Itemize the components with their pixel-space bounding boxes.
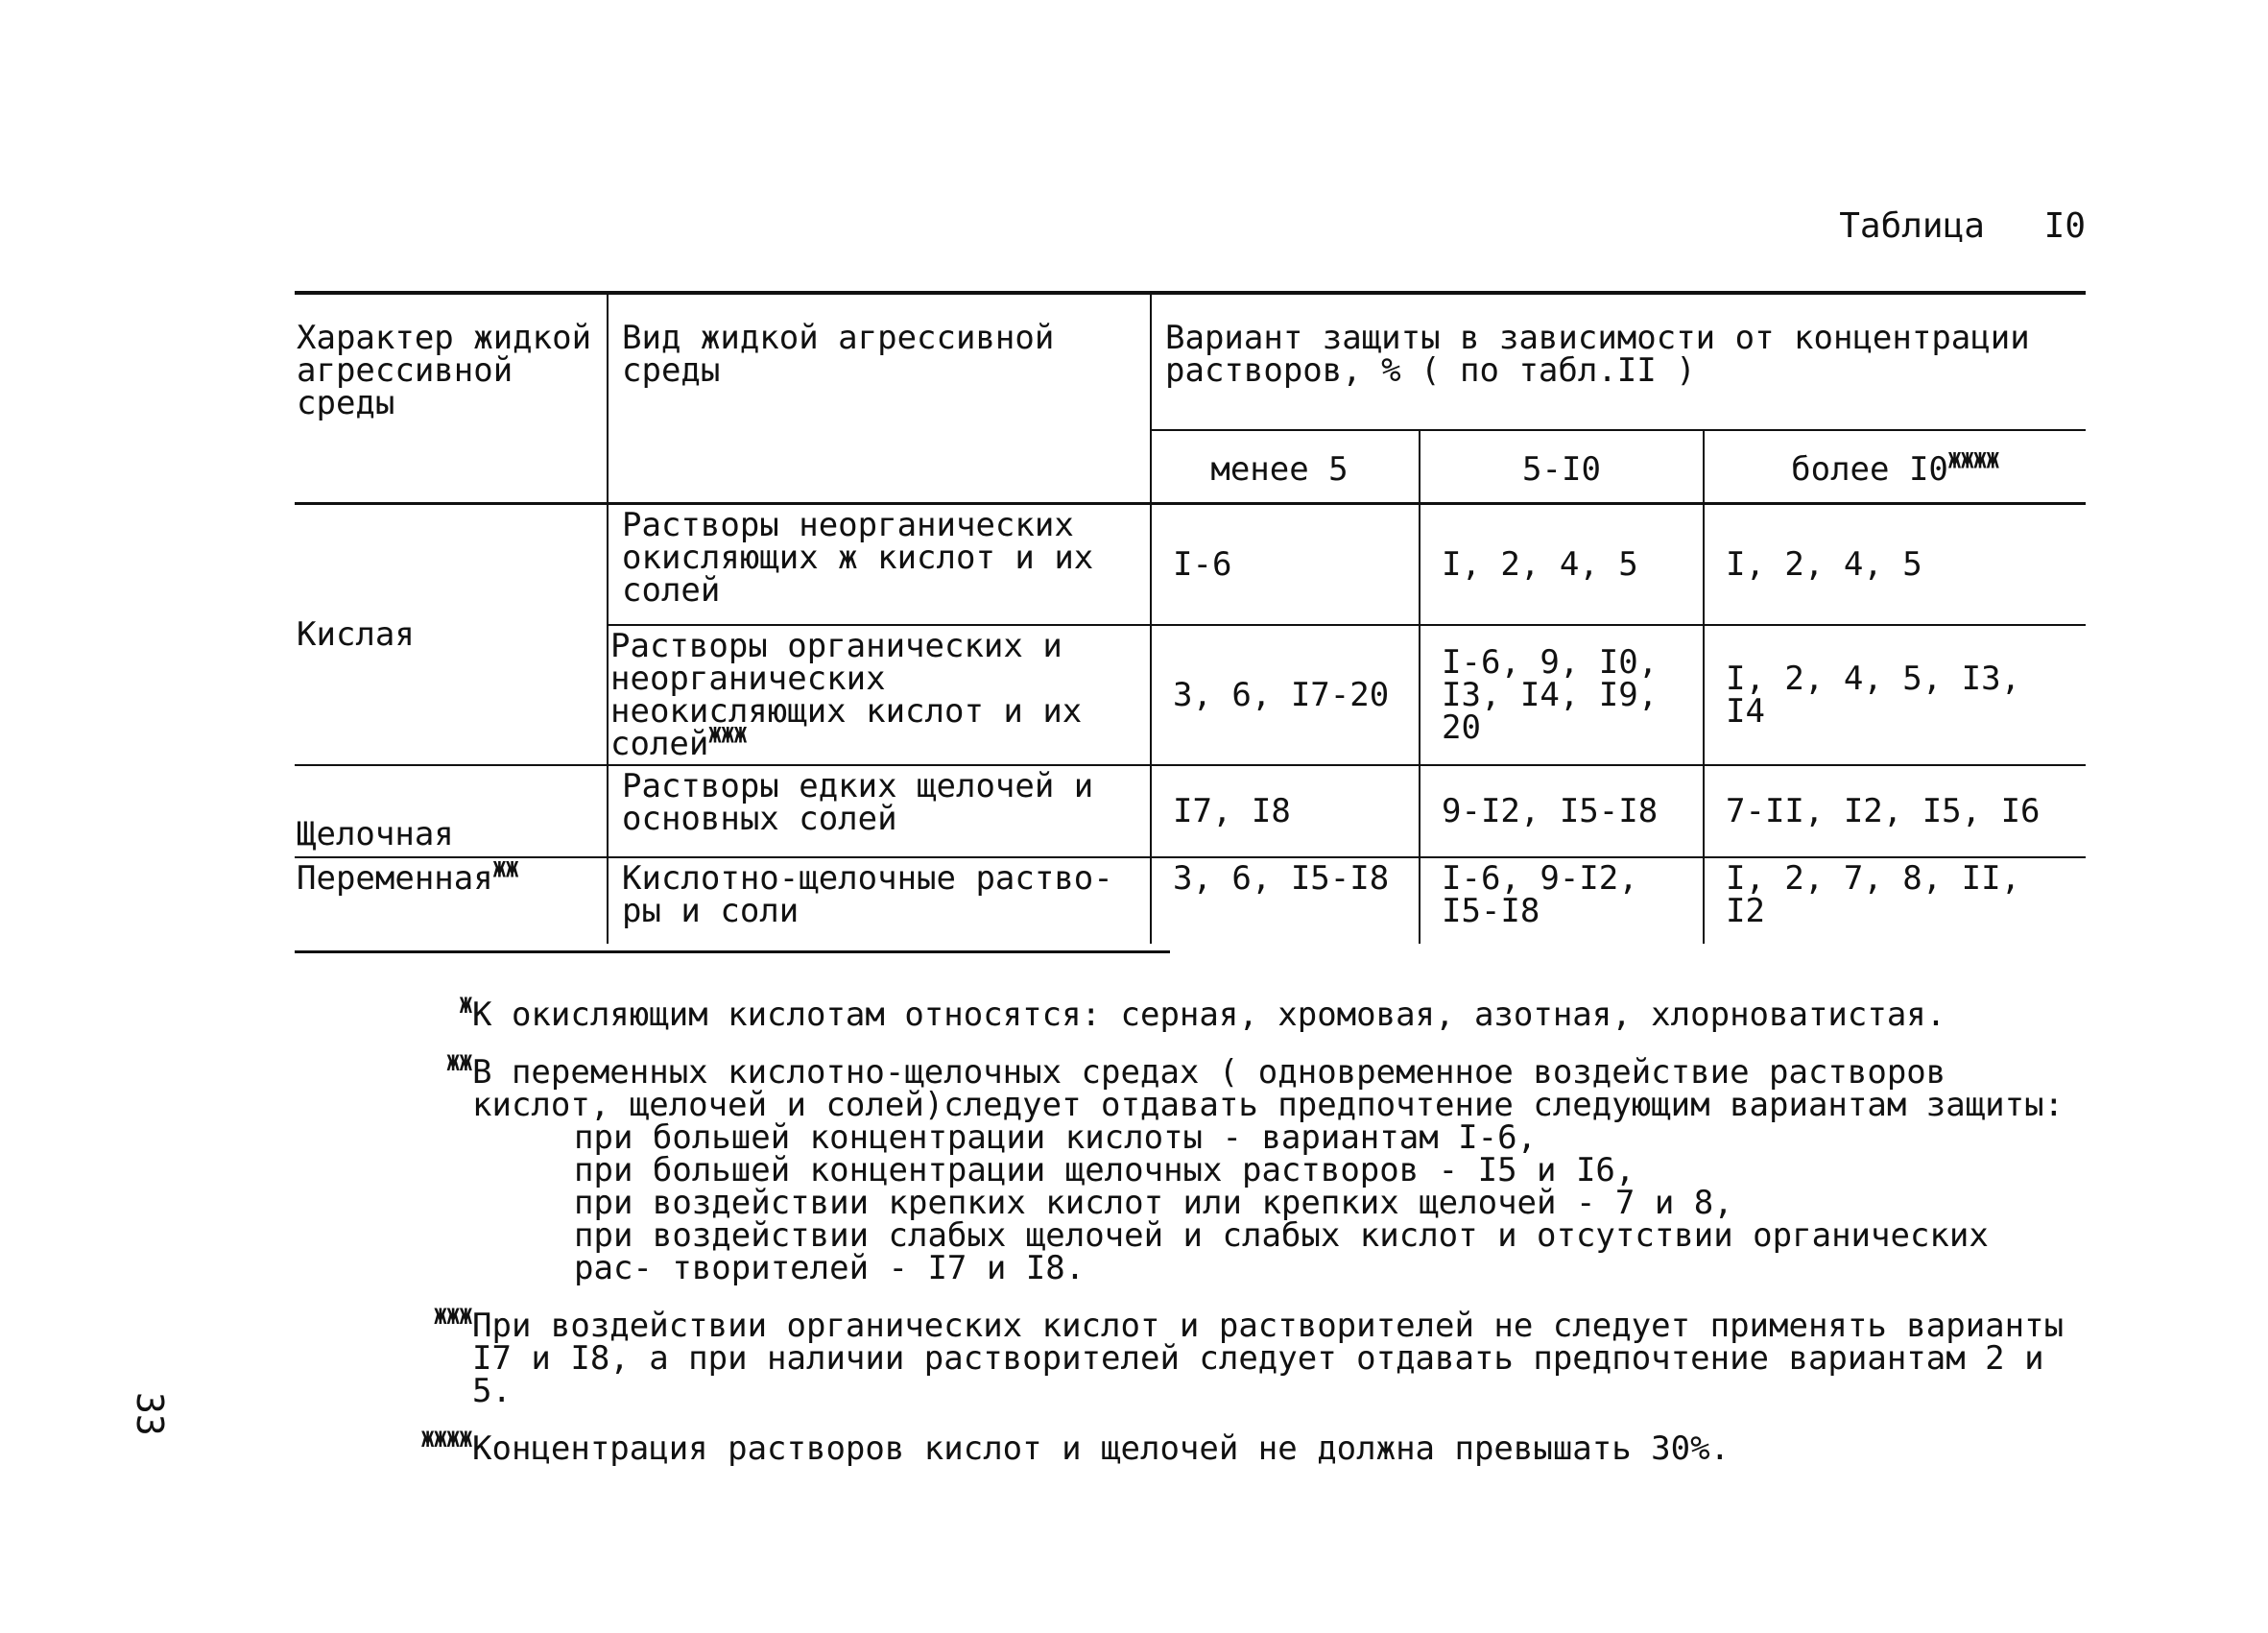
medium-type-cell: Растворы органических и неорганических неокисляющих кислот и их солей$^{ЖЖЖ}$ — [608, 625, 1151, 765]
footnote-mark-3: ЖЖЖ — [708, 724, 748, 749]
header-protection-variant: Вариант защиты в зависимости от концентрации растворов, % ( по табл.II ) — [1151, 293, 2086, 430]
footnote-text: Концентрация растворов кислот и щелочей не должна превышать 30%. — [472, 1429, 1731, 1468]
medium-type-cell: Растворы неорганических окисляющих ж кислот и их солей — [608, 504, 1151, 625]
value-cell: 3, 6, I7-20 — [1151, 625, 1420, 765]
footnote-1 — [365, 995, 2083, 1034]
page-number: 33 — [129, 1392, 171, 1436]
footnote-subline: при воздействии слабых щелочей и слабых кислот и отсутствии органических рас- творителей - I7 и I8. — [574, 1216, 1989, 1287]
footnote-mark: ЖЖЖ — [434, 1306, 472, 1330]
header-row — [295, 293, 2086, 430]
footnote-mark-4: ЖЖЖЖ — [1947, 449, 1999, 474]
footnote-mark: Ж — [459, 995, 472, 1019]
value-cell: 7-II, I2, I5, I6 — [1704, 765, 2086, 857]
footnote-text: К окисляющим кислотам относятся: серная, хромовая, азотная, хлорноватистая. — [472, 996, 1946, 1034]
footnote-2 — [365, 1052, 2083, 1287]
footnote-4 — [365, 1429, 2083, 1468]
value-cell: 9-I2, I5-I8 — [1420, 765, 1704, 857]
value-cell: 3, 6, I5-I8 — [1151, 857, 1420, 944]
value-cell: I-6, 9, I0, I3, I4, I9, 20 — [1420, 625, 1704, 765]
footnote-subline: при большей концентрации щелочных растворов - I5 и I6, — [574, 1151, 1635, 1189]
environment-alkaline: Щелочная — [295, 765, 608, 857]
footnote-subline: при большей концентрации кислоты - вариантам I-6, — [574, 1118, 1538, 1157]
value-cell: I, 2, 7, 8, II, I2 — [1704, 857, 2086, 944]
footnote-text: В переменных кислотно-щелочных средах ( одновременное воздействие растворов кислот, щелочей и солей)следует отдавать предпочтение следующим вариантам защиты: — [472, 1053, 2065, 1124]
header-medium-type: Вид жидкой агрессивной среды — [608, 293, 1151, 504]
footnote-mark: ЖЖЖЖ — [421, 1429, 472, 1453]
value-cell: I, 2, 4, 5 — [1420, 504, 1704, 625]
environment-variable: Переменная$^{ЖЖ}$ — [295, 857, 608, 944]
footnote-subline: при воздействии крепких кислот или крепких щелочей - 7 и 8, — [574, 1184, 1733, 1222]
value-cell: I7, I8 — [1151, 765, 1420, 857]
value-cell: I, 2, 4, 5, I3, I4 — [1704, 625, 2086, 765]
medium-type-cell: Кислотно-щелочные раство- ры и соли — [608, 857, 1151, 944]
table-row — [295, 857, 2086, 944]
header-less-5: менее 5 — [1151, 430, 1420, 504]
header-more-10: более $I0^{ЖЖЖЖ}$ — [1704, 430, 2086, 504]
footnotes — [365, 995, 2083, 1490]
table-row — [295, 504, 2086, 625]
environment-acidic: Кислая — [295, 504, 608, 765]
table-title-number: I0 — [2043, 206, 2086, 246]
footnote-text: При воздействии органических кислот и растворителей не следует применять варианты I7 и I8, а при наличии растворителей следует отдавать предпочтение вариантам 2 и 5. — [472, 1307, 2065, 1410]
footnote-3 — [365, 1306, 2083, 1410]
value-cell: I-6, 9-I2, I5-I8 — [1420, 857, 1704, 944]
table-row — [295, 765, 2086, 857]
header-environment: Характер жидкой агрессивной среды — [295, 293, 608, 504]
value-cell: I-6 — [1151, 504, 1420, 625]
header-5-10: 5-I0 — [1420, 430, 1704, 504]
medium-type-cell: Растворы едких щелочей и основных солей — [608, 765, 1151, 857]
footnote-mark: ЖЖ — [446, 1052, 472, 1076]
table-title — [1839, 206, 2086, 246]
value-cell: I, 2, 4, 5 — [1704, 504, 2086, 625]
footnote-divider — [295, 950, 1170, 953]
table-title-word: Таблица — [1839, 206, 1985, 246]
footnote-mark-2: ЖЖ — [492, 858, 519, 883]
protection-table — [295, 291, 2086, 944]
